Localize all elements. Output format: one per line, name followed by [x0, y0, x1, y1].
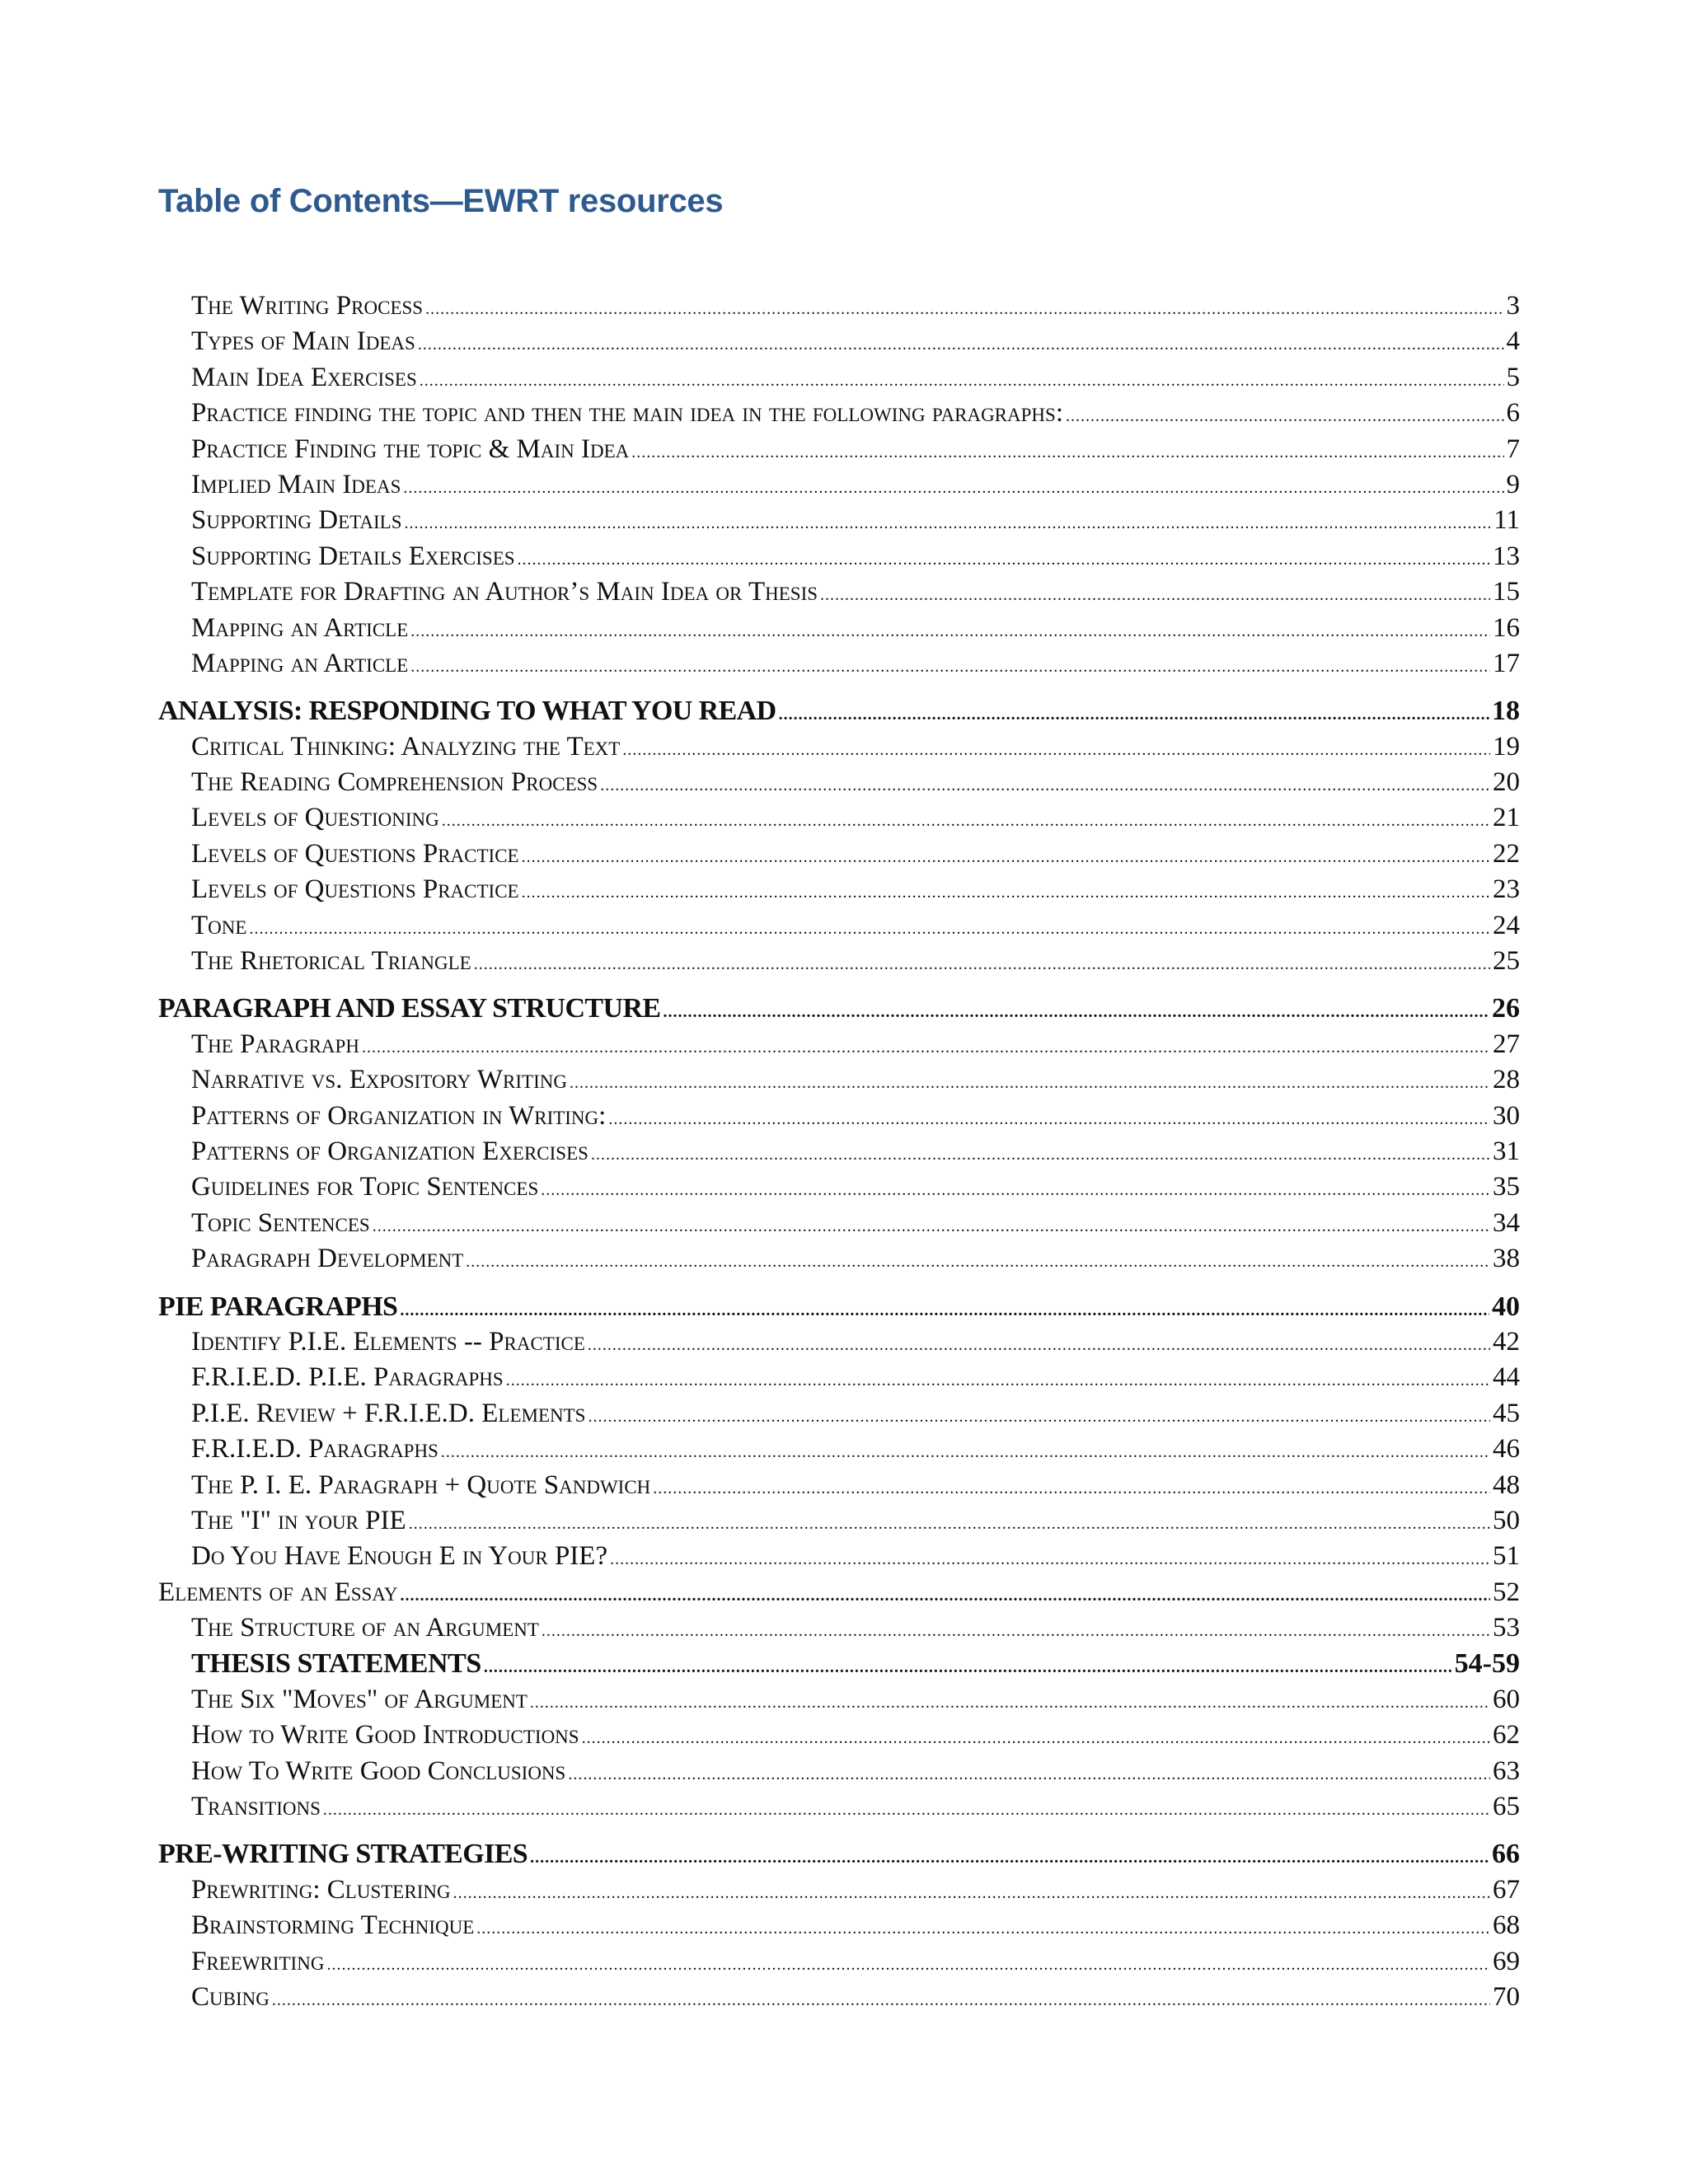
dot-leader [522, 840, 1490, 875]
toc-entry[interactable] [158, 288, 1520, 324]
toc-entry-label: Template for Drafting an Author’s Main Idea or Thesis [191, 577, 818, 607]
toc-section-entry[interactable] [158, 1289, 1520, 1324]
dot-leader [588, 1399, 1490, 1435]
toc-entry[interactable] [158, 944, 1520, 979]
dot-leader [323, 1793, 1490, 1828]
toc-page-number: 51 [1493, 1541, 1520, 1572]
dot-leader [405, 506, 1492, 541]
toc-entry-label: The Structure of an Argument [191, 1613, 539, 1643]
toc-entry-label: Paragraph Development [191, 1244, 464, 1274]
dot-leader [1066, 399, 1504, 434]
toc-entry[interactable] [158, 1718, 1520, 1753]
toc-entry[interactable] [158, 432, 1520, 467]
toc-page-number: 50 [1493, 1505, 1520, 1535]
dot-leader [541, 1173, 1490, 1208]
toc-entry-label: Critical Thinking: Analyzing the Text [191, 731, 621, 762]
toc-entry[interactable] [158, 908, 1520, 944]
toc-entry-label: Tone [191, 910, 247, 940]
toc-page-number: 62 [1493, 1720, 1520, 1750]
toc-entry-label: The P. I. E. Paragraph + Quote Sandwich [191, 1469, 651, 1500]
page-title: Table of Contents—EWRT resources [158, 183, 724, 219]
dot-leader [373, 1209, 1490, 1244]
dot-leader [518, 542, 1490, 578]
dot-leader [820, 578, 1490, 613]
toc-page-number: 24 [1493, 910, 1520, 940]
toc-entry-label: Practice finding the topic and then the main idea in the following paragraphs: [191, 398, 1063, 429]
toc-entry-label: Guidelines for Topic Sentences [191, 1172, 539, 1202]
toc-section-entry[interactable] [158, 991, 1520, 1026]
toc-entry[interactable] [158, 503, 1520, 538]
toc-entry[interactable] [158, 1872, 1520, 1908]
toc-entry-label: The Reading Comprehension Process [191, 767, 598, 798]
toc-page-number: 65 [1493, 1792, 1520, 1822]
toc-entry-label: Brainstorming Technique [191, 1910, 475, 1941]
toc-entry-label: The Six "Moves" of Argument [191, 1684, 528, 1714]
toc-entry[interactable] [158, 1503, 1520, 1539]
toc-section-entry[interactable] [158, 1575, 1520, 1610]
toc-entry-label: P.I.E. Review + F.R.I.E.D. Elements [191, 1398, 586, 1428]
toc-page-number: 6 [1506, 398, 1520, 429]
toc-page-number: 26 [1492, 993, 1520, 1024]
toc-entry[interactable] [158, 1099, 1520, 1134]
dot-leader [568, 1757, 1490, 1793]
toc-page-number: 28 [1493, 1065, 1520, 1095]
toc-entry[interactable] [158, 1646, 1520, 1681]
toc-entry[interactable] [158, 1682, 1520, 1718]
toc-page-number: 31 [1493, 1136, 1520, 1166]
toc-entry-label: The "I" in your PIE [191, 1505, 406, 1535]
toc-page-number: 35 [1493, 1172, 1520, 1202]
toc-entry[interactable] [158, 396, 1520, 431]
toc-page-number: 38 [1493, 1244, 1520, 1274]
toc-entry[interactable] [158, 800, 1520, 836]
toc-entry[interactable] [158, 1432, 1520, 1467]
toc-page-number: 68 [1493, 1910, 1520, 1941]
toc-entry-label: Supporting Details Exercises [191, 541, 515, 571]
toc-page-number: 42 [1493, 1326, 1520, 1357]
dot-leader [362, 1030, 1490, 1066]
toc-page-number: 25 [1493, 946, 1520, 977]
toc-entry-label: Types of Main Ideas [191, 326, 415, 357]
dot-leader [466, 1244, 1490, 1280]
dot-leader [631, 435, 1503, 471]
toc-entry[interactable] [158, 1908, 1520, 1943]
toc-entry[interactable] [158, 1360, 1520, 1395]
toc-page-number: 46 [1493, 1434, 1520, 1465]
toc-entry-label: ANALYSIS: RESPONDING TO WHAT YOU READ [158, 696, 776, 727]
toc-page-number: 17 [1493, 648, 1520, 678]
dot-leader [530, 1840, 1489, 1876]
toc-section-entry[interactable] [158, 1836, 1520, 1872]
toc-entry-label: How To Write Good Conclusions [191, 1755, 566, 1786]
dot-leader [326, 1947, 1490, 1983]
dot-leader [441, 1435, 1490, 1470]
toc-entry-label: Cubing [191, 1981, 270, 2012]
dot-leader [474, 947, 1490, 982]
toc-page-number: 22 [1493, 838, 1520, 869]
dot-leader [622, 733, 1490, 768]
toc-page-number: 5 [1506, 362, 1520, 392]
toc-entry-label: Levels of Questioning [191, 803, 439, 833]
dot-leader [409, 1507, 1490, 1542]
toc-entry[interactable] [158, 1610, 1520, 1646]
toc-page-number: 54-59 [1454, 1648, 1520, 1680]
toc-entry-label: Topic Sentences [191, 1207, 370, 1238]
toc-entry-label: PRE-WRITING STRATEGIES [158, 1839, 528, 1870]
toc-entry-label: Levels of Questions Practice [191, 838, 519, 869]
toc-entry-label: The Writing Process [191, 291, 424, 321]
toc-entry-label: F.R.I.E.D. P.I.E. Paragraphs [191, 1362, 504, 1393]
dot-leader [608, 1102, 1490, 1137]
toc-page-number: 40 [1492, 1291, 1520, 1322]
toc-entry[interactable] [158, 1789, 1520, 1825]
dot-leader [591, 1137, 1490, 1173]
dot-leader [272, 1983, 1490, 2018]
toc-entry[interactable] [158, 611, 1520, 646]
toc-entry-label: Mapping an Article [191, 648, 409, 678]
toc-entry-label: Elements of an Essay [158, 1577, 398, 1607]
dot-leader [418, 327, 1504, 363]
dot-leader [453, 1876, 1490, 1911]
toc-page-number: 34 [1493, 1207, 1520, 1238]
dot-leader [420, 363, 1504, 399]
toc-page-number: 11 [1493, 505, 1520, 536]
toc-entry[interactable] [158, 646, 1520, 682]
dot-leader [484, 1650, 1452, 1685]
toc-entry-label: Practice Finding the topic & Main Idea [191, 434, 630, 464]
toc-entry[interactable] [158, 729, 1520, 765]
toc-entry[interactable] [158, 872, 1520, 907]
toc-entry-label: Freewriting [191, 1946, 325, 1976]
toc-entry-label: Main Idea Exercises [191, 362, 417, 392]
toc-entry-label: The Paragraph [191, 1029, 359, 1059]
toc-page-number: 9 [1506, 469, 1520, 499]
toc-entry[interactable] [158, 1754, 1520, 1789]
toc-page-number: 60 [1493, 1684, 1520, 1714]
toc-page-number: 3 [1506, 291, 1520, 321]
dot-leader [403, 471, 1503, 506]
dot-leader [506, 1363, 1490, 1399]
toc-entry-label: Prewriting: Clustering [191, 1874, 451, 1905]
toc-entry-label: Levels of Questions Practice [191, 874, 519, 905]
toc-page-number: 48 [1493, 1469, 1520, 1500]
dot-leader [442, 804, 1490, 839]
toc-entry-label: Narrative vs. Expository Writing [191, 1065, 567, 1095]
toc-entry-label: Do You Have Enough E in Your PIE? [191, 1541, 608, 1572]
toc-entry-label: Patterns of Organization in Writing: [191, 1100, 607, 1131]
toc-page-number: 18 [1492, 696, 1520, 727]
toc-page-number: 7 [1506, 434, 1520, 464]
dot-leader [476, 1911, 1490, 1947]
toc-page-number: 20 [1493, 767, 1520, 798]
toc-page-number: 67 [1493, 1874, 1520, 1905]
toc-page-number: 70 [1493, 1981, 1520, 2012]
dot-leader [570, 1066, 1490, 1101]
toc-entry[interactable] [158, 1539, 1520, 1574]
dot-leader [610, 1542, 1490, 1577]
toc-page-number: 16 [1493, 612, 1520, 643]
toc-entry[interactable] [158, 1944, 1520, 1980]
dot-leader [779, 697, 1489, 733]
toc-page-number: 53 [1493, 1613, 1520, 1643]
toc-entry[interactable] [158, 1169, 1520, 1205]
toc-entry[interactable] [158, 1241, 1520, 1277]
dot-leader [588, 1328, 1490, 1363]
toc-page-number: 45 [1493, 1398, 1520, 1428]
toc-page-number: 52 [1493, 1577, 1520, 1607]
toc-entry-label: Supporting Details [191, 505, 402, 536]
toc-entry-label: PARAGRAPH AND ESSAY STRUCTURE [158, 993, 661, 1024]
toc-entry[interactable] [158, 360, 1520, 396]
toc-page-number: 44 [1493, 1362, 1520, 1393]
toc-page-number: 21 [1493, 803, 1520, 833]
dot-leader [425, 292, 1503, 327]
dot-leader [400, 1293, 1489, 1329]
toc-entry[interactable] [158, 1396, 1520, 1432]
toc-page-number: 63 [1493, 1755, 1520, 1786]
dot-leader [653, 1471, 1490, 1507]
dot-leader [410, 649, 1490, 685]
toc-entry[interactable] [158, 1062, 1520, 1098]
toc-entry-label: Patterns of Organization Exercises [191, 1136, 588, 1166]
dot-leader [542, 1614, 1490, 1649]
toc-page-number: 27 [1493, 1029, 1520, 1059]
toc-entry-label: Transitions [191, 1792, 321, 1822]
toc-entry[interactable] [158, 324, 1520, 359]
toc-entry[interactable] [158, 539, 1520, 574]
toc-page-number: 69 [1493, 1946, 1520, 1976]
toc-section-entry[interactable] [158, 693, 1520, 729]
toc-entry-label: PIE PARAGRAPHS [158, 1291, 398, 1322]
toc-entry-label: Identify P.I.E. Elements -- Practice [191, 1326, 585, 1357]
toc-entry-label: The Rhetorical Triangle [191, 946, 471, 977]
dot-leader [522, 875, 1490, 911]
toc-entry[interactable] [158, 1980, 1520, 2015]
toc-entry-label: How to Write Good Introductions [191, 1720, 579, 1750]
toc-entry-label: THESIS STATEMENTS [191, 1648, 481, 1680]
toc-page-number: 66 [1492, 1839, 1520, 1870]
toc-page-number: 23 [1493, 874, 1520, 905]
toc-entry[interactable] [158, 1324, 1520, 1360]
toc-entry-label: F.R.I.E.D. Paragraphs [191, 1434, 438, 1465]
toc-page-number: 19 [1493, 731, 1520, 762]
dot-leader [582, 1721, 1490, 1756]
toc-page-number: 13 [1493, 541, 1520, 571]
toc-entry-label: Implied Main Ideas [191, 469, 401, 499]
toc-entry[interactable] [158, 1134, 1520, 1169]
dot-leader [530, 1685, 1490, 1721]
dot-leader [410, 614, 1490, 649]
toc-page-number: 15 [1493, 577, 1520, 607]
dot-leader [249, 912, 1490, 947]
toc-page-number: 30 [1493, 1100, 1520, 1131]
toc-page-number: 4 [1506, 326, 1520, 357]
toc-entry[interactable] [158, 467, 1520, 503]
dot-leader [600, 768, 1490, 804]
dot-leader [400, 1578, 1490, 1614]
toc-entry-label: Mapping an Article [191, 612, 409, 643]
toc-entry[interactable] [158, 837, 1520, 872]
toc-entry[interactable] [158, 574, 1520, 610]
toc-entry[interactable] [158, 1468, 1520, 1503]
toc-entry[interactable] [158, 765, 1520, 800]
dot-leader [663, 995, 1490, 1030]
table-of-contents [158, 288, 1520, 2015]
toc-entry[interactable] [158, 1027, 1520, 1062]
toc-entry[interactable] [158, 1206, 1520, 1241]
